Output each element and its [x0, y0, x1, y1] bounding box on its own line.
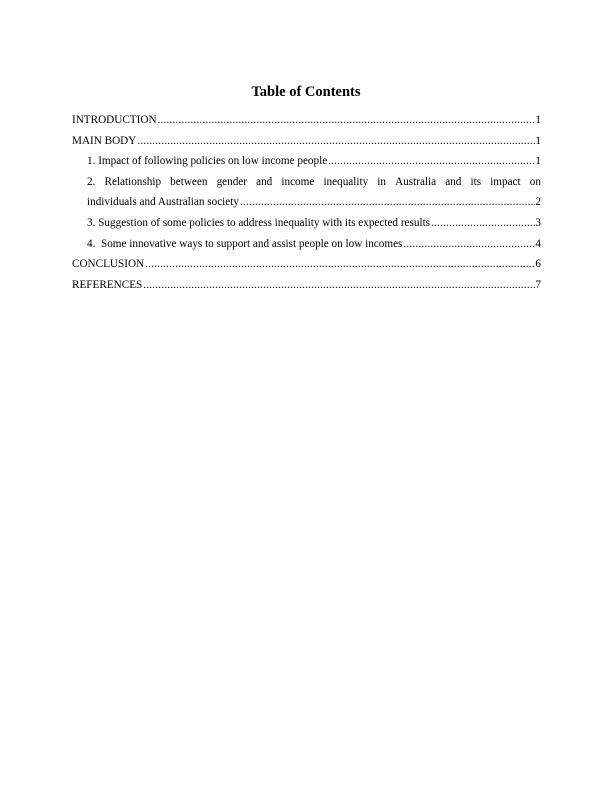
toc-entry-innovative-ways[interactable] [72, 234, 541, 255]
dot-leader [158, 110, 536, 131]
toc-word: 2. [87, 175, 96, 188]
toc-title: Table of Contents [251, 84, 361, 100]
toc-entry-conclusion[interactable] [72, 254, 541, 275]
toc-page-number: 1 [535, 114, 541, 126]
toc-entry-references[interactable] [72, 275, 541, 296]
toc-word: Relationship [104, 175, 162, 188]
toc-entry-label: individuals and Australian society [87, 196, 239, 209]
toc-page-number: 2 [535, 196, 541, 209]
dot-leader [143, 275, 535, 296]
toc-word: impact [490, 175, 521, 188]
toc-word: in [377, 175, 386, 188]
toc-entry-label: CONCLUSION [72, 258, 145, 271]
dot-leader [145, 254, 535, 275]
toc-word: and [445, 175, 462, 188]
toc-word: between [170, 175, 208, 188]
toc-entry-policy-suggestions[interactable] [72, 213, 541, 234]
toc-page-number: 6 [535, 258, 541, 271]
toc-word: gender [216, 175, 248, 188]
toc-page-number: 7 [535, 278, 541, 291]
dot-leader [328, 151, 535, 172]
toc-word: Australia [395, 175, 437, 188]
dot-leader [431, 213, 535, 234]
toc-page-number: 1 [535, 134, 541, 147]
toc-page-number: 1 [535, 155, 541, 168]
toc-word: income [281, 175, 315, 188]
toc-entry-label-line-1 [87, 172, 541, 193]
table-of-contents [72, 110, 541, 295]
toc-entry-label: 4. Some innovative ways to support and assist people on low incomes [87, 237, 403, 250]
toc-entry-label-line-2 [87, 192, 541, 213]
toc-entry-label: 3. Suggestion of some policies to address inequality with its expected results [87, 216, 431, 229]
dot-leader [403, 234, 535, 255]
toc-entry-label: MAIN BODY [72, 134, 137, 147]
toc-word: on [529, 175, 541, 188]
toc-entry-main-body[interactable] [72, 131, 541, 152]
toc-word: inequality [323, 175, 369, 188]
toc-word: and [256, 175, 273, 188]
toc-page-number: 4 [535, 237, 541, 250]
dot-leader [240, 192, 535, 213]
dot-leader [137, 131, 535, 152]
toc-entry-gender-income-inequality[interactable] [72, 172, 541, 213]
toc-entry-label: INTRODUCTION [72, 114, 157, 126]
toc-entry-label: REFERENCES [72, 278, 143, 291]
toc-entry-impact-of-policies[interactable] [72, 151, 541, 172]
toc-page-number: 3 [535, 216, 541, 229]
toc-word: its [470, 175, 482, 188]
toc-entry-introduction[interactable] [72, 110, 541, 131]
toc-entry-label: 1. Impact of following policies on low income people [87, 155, 328, 168]
